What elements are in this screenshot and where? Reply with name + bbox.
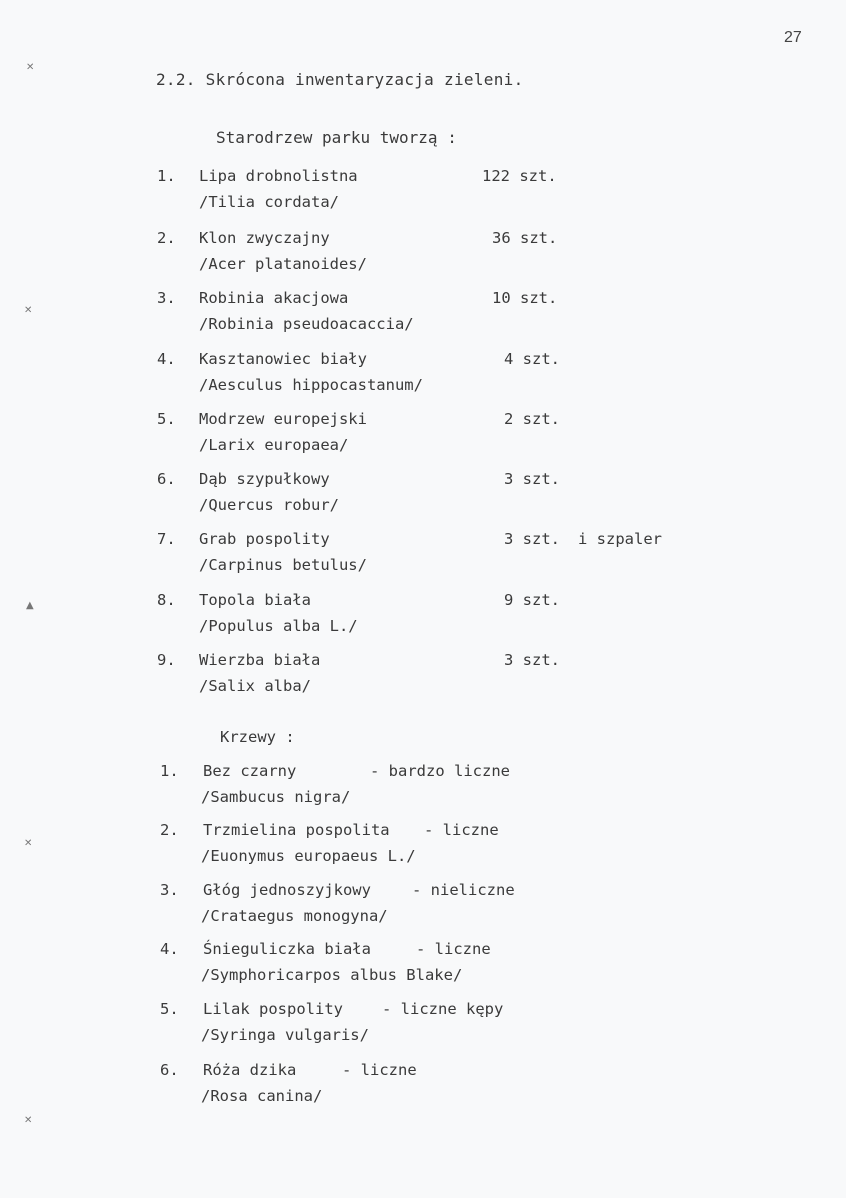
quantity: 2 szt. xyxy=(504,410,560,428)
item-number: 7. xyxy=(157,530,176,548)
common-name: Lipa drobnolistna xyxy=(199,167,358,185)
scan-speck: ▲ xyxy=(26,600,34,611)
scan-speck: ✕ xyxy=(24,305,33,316)
common-name: Dąb szypułkowy xyxy=(199,470,330,488)
quantity: 36 szt. xyxy=(492,229,558,247)
item-number: 1. xyxy=(157,167,176,185)
common-name: Bez czarny xyxy=(203,762,297,780)
common-name: Głóg jednoszyjkowy xyxy=(203,881,371,899)
quantity: 122 szt. xyxy=(482,167,557,185)
common-name: Kasztanowiec biały xyxy=(199,350,367,368)
scan-speck: ✕ xyxy=(26,62,35,73)
abundance: - nieliczne xyxy=(412,881,515,899)
item-number: 2. xyxy=(157,229,176,247)
quantity: 9 szt. xyxy=(504,591,560,609)
latin-name: /Crataegus monogyna/ xyxy=(201,907,388,925)
item-number: 9. xyxy=(157,651,176,669)
latin-name: /Syringa vulgaris/ xyxy=(201,1026,369,1044)
latin-name: /Tilia cordata/ xyxy=(199,193,339,211)
abundance: - liczne kępy xyxy=(382,1000,504,1018)
section-heading: 2.2. Skrócona inwentaryzacja zieleni. xyxy=(156,70,524,89)
scan-speck: ✕ xyxy=(24,838,33,849)
common-name: Lilak pospolity xyxy=(203,1000,343,1018)
common-name: Klon zwyczajny xyxy=(199,229,330,247)
item-number: 4. xyxy=(160,940,179,958)
common-name: Grab pospolity xyxy=(199,530,330,548)
item-number: 5. xyxy=(157,410,176,428)
quantity: 10 szt. xyxy=(492,289,558,307)
quantity-note: i szpaler xyxy=(578,530,662,548)
latin-name: /Sambucus nigra/ xyxy=(201,788,351,806)
item-number: 3. xyxy=(157,289,176,307)
latin-name: /Acer platanoides/ xyxy=(199,255,367,273)
latin-name: /Robinia pseudoacaccia/ xyxy=(199,315,414,333)
item-number: 6. xyxy=(160,1061,179,1079)
item-number: 3. xyxy=(160,881,179,899)
quantity: 3 szt. xyxy=(504,530,560,548)
latin-name: /Aesculus hippocastanum/ xyxy=(199,376,423,394)
latin-name: /Salix alba/ xyxy=(199,677,311,695)
common-name: Topola biała xyxy=(199,591,311,609)
latin-name: /Larix europaea/ xyxy=(199,436,349,454)
page-number: 27 xyxy=(784,29,802,46)
scan-speck: ✕ xyxy=(24,1115,33,1126)
abundance: - liczne xyxy=(424,821,499,839)
common-name: Robinia akacjowa xyxy=(199,289,349,307)
item-number: 6. xyxy=(157,470,176,488)
latin-name: /Symphoricarpos albus Blake/ xyxy=(201,966,463,984)
item-number: 2. xyxy=(160,821,179,839)
shrubs-intro: Krzewy : xyxy=(220,728,295,746)
item-number: 8. xyxy=(157,591,176,609)
common-name: Róża dzika xyxy=(203,1061,297,1079)
common-name: Wierzba biała xyxy=(199,651,321,669)
common-name: Trzmielina pospolita xyxy=(203,821,390,839)
latin-name: /Populus alba L./ xyxy=(199,617,358,635)
latin-name: /Quercus robur/ xyxy=(199,496,339,514)
common-name: Śnieguliczka biała xyxy=(203,940,371,958)
latin-name: /Carpinus betulus/ xyxy=(199,556,367,574)
item-number: 1. xyxy=(160,762,179,780)
abundance: - liczne xyxy=(416,940,491,958)
abundance: - bardzo liczne xyxy=(370,762,510,780)
quantity: 3 szt. xyxy=(504,470,560,488)
item-number: 5. xyxy=(160,1000,179,1018)
latin-name: /Euonymus europaeus L./ xyxy=(201,847,416,865)
item-number: 4. xyxy=(157,350,176,368)
abundance: - liczne xyxy=(342,1061,417,1079)
quantity: 3 szt. xyxy=(504,651,560,669)
common-name: Modrzew europejski xyxy=(199,410,367,428)
trees-intro: Starodrzew parku tworzą : xyxy=(216,128,457,147)
quantity: 4 szt. xyxy=(504,350,560,368)
latin-name: /Rosa canina/ xyxy=(201,1087,323,1105)
